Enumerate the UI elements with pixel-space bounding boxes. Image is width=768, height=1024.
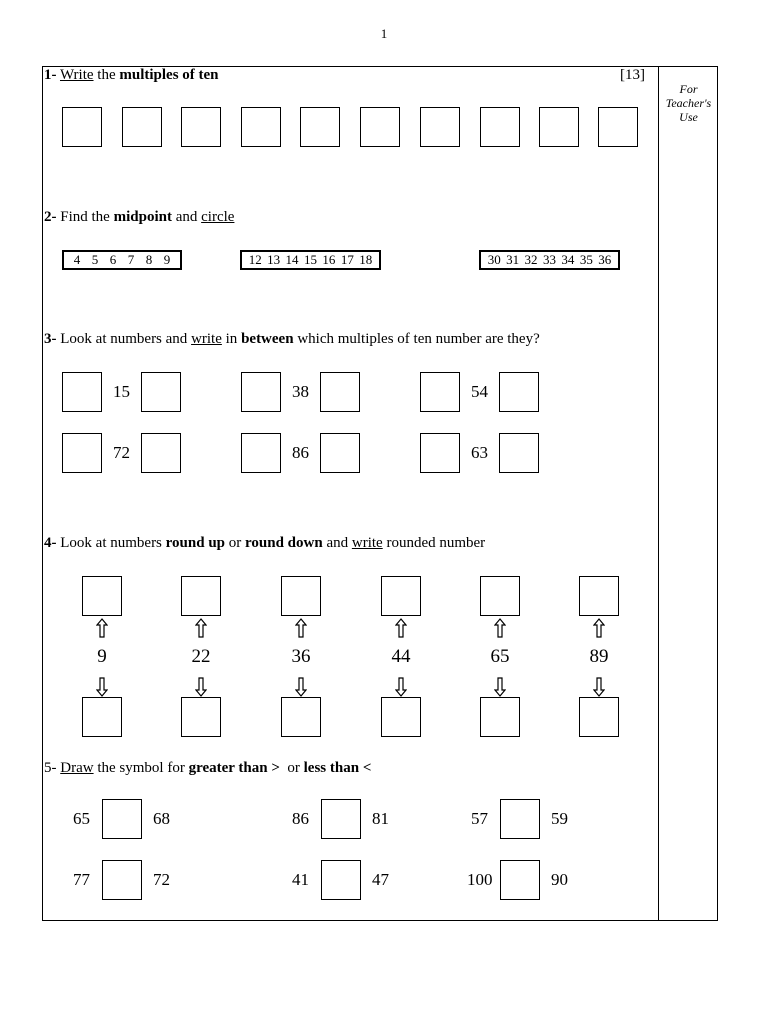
compare-right-number: 47 xyxy=(372,870,389,889)
number-sequence xyxy=(240,250,381,270)
answer-box[interactable] xyxy=(241,372,281,412)
round-up-box[interactable] xyxy=(381,576,421,616)
given-number: 44 xyxy=(391,646,411,667)
prompt-text: or xyxy=(279,760,304,776)
given-number: 9 xyxy=(97,646,107,667)
given-number: 15 xyxy=(113,382,130,401)
worksheet-frame xyxy=(42,66,718,921)
given-number: 63 xyxy=(471,443,488,462)
prompt-text: the xyxy=(93,67,120,83)
answer-box[interactable] xyxy=(62,433,102,473)
answer-box[interactable] xyxy=(598,107,638,147)
sequence-number[interactable]: 31 xyxy=(506,252,520,267)
sequence-number[interactable]: 30 xyxy=(487,252,501,267)
down-arrow-icon xyxy=(291,677,311,697)
answer-box[interactable] xyxy=(360,107,400,147)
prompt-text: or xyxy=(225,535,246,551)
sequence-number[interactable]: 32 xyxy=(524,252,538,267)
keyword: round up xyxy=(165,535,226,551)
question-5-prompt xyxy=(44,760,371,777)
given-number: 36 xyxy=(291,646,311,667)
answer-box[interactable] xyxy=(420,433,460,473)
sequence-number[interactable]: 5 xyxy=(91,252,99,267)
compare-left-number: 41 xyxy=(292,870,309,889)
answer-box[interactable] xyxy=(241,433,281,473)
teacher-column-divider xyxy=(658,66,659,921)
round-down-box[interactable] xyxy=(381,697,421,737)
sequence-number[interactable]: 36 xyxy=(598,252,612,267)
prompt-text: Look at numbers xyxy=(60,535,166,551)
prompt-text: which multiples of ten number are they? xyxy=(293,331,540,347)
symbol-box[interactable] xyxy=(321,799,361,839)
compare-right-number: 59 xyxy=(551,809,568,828)
down-arrow-icon xyxy=(92,677,112,697)
round-up-box[interactable] xyxy=(181,576,221,616)
down-arrow-icon xyxy=(490,677,510,697)
compare-left-number: 100 xyxy=(467,870,493,889)
sequence-number[interactable]: 34 xyxy=(561,252,575,267)
teacher-use-label xyxy=(659,82,718,124)
compare-right-number: 90 xyxy=(551,870,568,889)
prompt-text: Look at numbers and xyxy=(60,331,192,347)
sequence-number[interactable]: 13 xyxy=(267,252,281,267)
compare-right-number: 81 xyxy=(372,809,389,828)
up-arrow-icon xyxy=(191,618,211,638)
sequence-number[interactable]: 35 xyxy=(579,252,593,267)
symbol-box[interactable] xyxy=(102,799,142,839)
up-arrow-icon xyxy=(92,618,112,638)
answer-box[interactable] xyxy=(300,107,340,147)
question-number: 3- xyxy=(44,331,57,347)
question-3-prompt xyxy=(44,331,540,348)
round-down-box[interactable] xyxy=(579,697,619,737)
keyword: greater than > xyxy=(188,760,280,776)
answer-box[interactable] xyxy=(420,107,460,147)
round-down-box[interactable] xyxy=(181,697,221,737)
answer-box[interactable] xyxy=(539,107,579,147)
sequence-number[interactable]: 16 xyxy=(322,252,336,267)
answer-box[interactable] xyxy=(499,372,539,412)
round-up-box[interactable] xyxy=(82,576,122,616)
keyword: Draw xyxy=(60,760,94,776)
prompt-text: the symbol for xyxy=(93,760,189,776)
sequence-number[interactable]: 4 xyxy=(73,252,81,267)
sequence-number[interactable]: 9 xyxy=(163,252,171,267)
round-down-box[interactable] xyxy=(281,697,321,737)
round-down-box[interactable] xyxy=(480,697,520,737)
round-up-box[interactable] xyxy=(480,576,520,616)
teacher-label-line: For xyxy=(679,82,698,96)
compare-left-number: 65 xyxy=(73,809,90,828)
prompt-text: in xyxy=(221,331,242,347)
sequence-number[interactable]: 7 xyxy=(127,252,135,267)
keyword: midpoint xyxy=(113,209,172,225)
keyword: between xyxy=(241,331,294,347)
answer-box[interactable] xyxy=(320,433,360,473)
answer-box[interactable] xyxy=(62,107,102,147)
symbol-box[interactable] xyxy=(500,799,540,839)
answer-box[interactable] xyxy=(141,433,181,473)
teacher-label-line: Teacher's xyxy=(665,96,712,110)
sequence-number[interactable]: 18 xyxy=(359,252,373,267)
compare-right-number: 68 xyxy=(153,809,170,828)
prompt-text: rounded number xyxy=(382,535,486,551)
keyword: multiples of ten xyxy=(119,67,219,83)
prompt-text: and xyxy=(171,209,202,225)
question-number: 2- xyxy=(44,209,57,225)
up-arrow-icon xyxy=(291,618,311,638)
sequence-number[interactable]: 15 xyxy=(303,252,317,267)
up-arrow-icon xyxy=(490,618,510,638)
question-2-prompt xyxy=(44,209,234,226)
teacher-label-line: Use xyxy=(679,110,698,124)
down-arrow-icon xyxy=(391,677,411,697)
given-number: 89 xyxy=(589,646,609,667)
keyword: circle xyxy=(201,209,235,225)
prompt-text: and xyxy=(322,535,352,551)
question-number: 5- xyxy=(44,760,57,776)
sequence-number[interactable]: 12 xyxy=(248,252,262,267)
answer-box[interactable] xyxy=(181,107,221,147)
question-number: 4- xyxy=(44,535,57,551)
answer-box[interactable] xyxy=(62,372,102,412)
keyword: write xyxy=(191,331,222,347)
symbol-box[interactable] xyxy=(102,860,142,900)
round-up-box[interactable] xyxy=(281,576,321,616)
keyword: less than < xyxy=(303,760,372,776)
given-number: 65 xyxy=(490,646,510,667)
round-up-box[interactable] xyxy=(579,576,619,616)
sequence-number[interactable]: 33 xyxy=(542,252,556,267)
sequence-number[interactable]: 17 xyxy=(340,252,354,267)
compare-left-number: 57 xyxy=(471,809,488,828)
symbol-box[interactable] xyxy=(500,860,540,900)
keyword: round down xyxy=(245,535,323,551)
sequence-number[interactable]: 8 xyxy=(145,252,153,267)
answer-box[interactable] xyxy=(420,372,460,412)
answer-box[interactable] xyxy=(499,433,539,473)
number-sequence xyxy=(62,250,182,270)
compare-right-number: 72 xyxy=(153,870,170,889)
question-4-prompt xyxy=(44,535,485,552)
answer-box[interactable] xyxy=(141,372,181,412)
question-number: 1- xyxy=(44,67,57,83)
page-number: 1 xyxy=(380,26,388,41)
answer-box[interactable] xyxy=(480,107,520,147)
answer-box[interactable] xyxy=(320,372,360,412)
sequence-number[interactable]: 14 xyxy=(285,252,299,267)
up-arrow-icon xyxy=(589,618,609,638)
given-number: 22 xyxy=(191,646,211,667)
keyword: Write xyxy=(59,67,94,83)
given-number: 86 xyxy=(292,443,309,462)
given-number: 72 xyxy=(113,443,130,462)
given-number: 54 xyxy=(471,382,488,401)
question-1-prompt xyxy=(44,67,219,84)
answer-box[interactable] xyxy=(241,107,281,147)
compare-left-number: 86 xyxy=(292,809,309,828)
down-arrow-icon xyxy=(191,677,211,697)
compare-left-number: 77 xyxy=(73,870,90,889)
sequence-number[interactable]: 6 xyxy=(109,252,117,267)
up-arrow-icon xyxy=(391,618,411,638)
down-arrow-icon xyxy=(589,677,609,697)
round-down-box[interactable] xyxy=(82,697,122,737)
given-number: 38 xyxy=(292,382,309,401)
answer-box[interactable] xyxy=(122,107,162,147)
marks-label: [13] xyxy=(620,67,645,83)
symbol-box[interactable] xyxy=(321,860,361,900)
number-sequence xyxy=(479,250,620,270)
keyword: write xyxy=(351,535,383,551)
prompt-text: Find the xyxy=(60,209,114,225)
